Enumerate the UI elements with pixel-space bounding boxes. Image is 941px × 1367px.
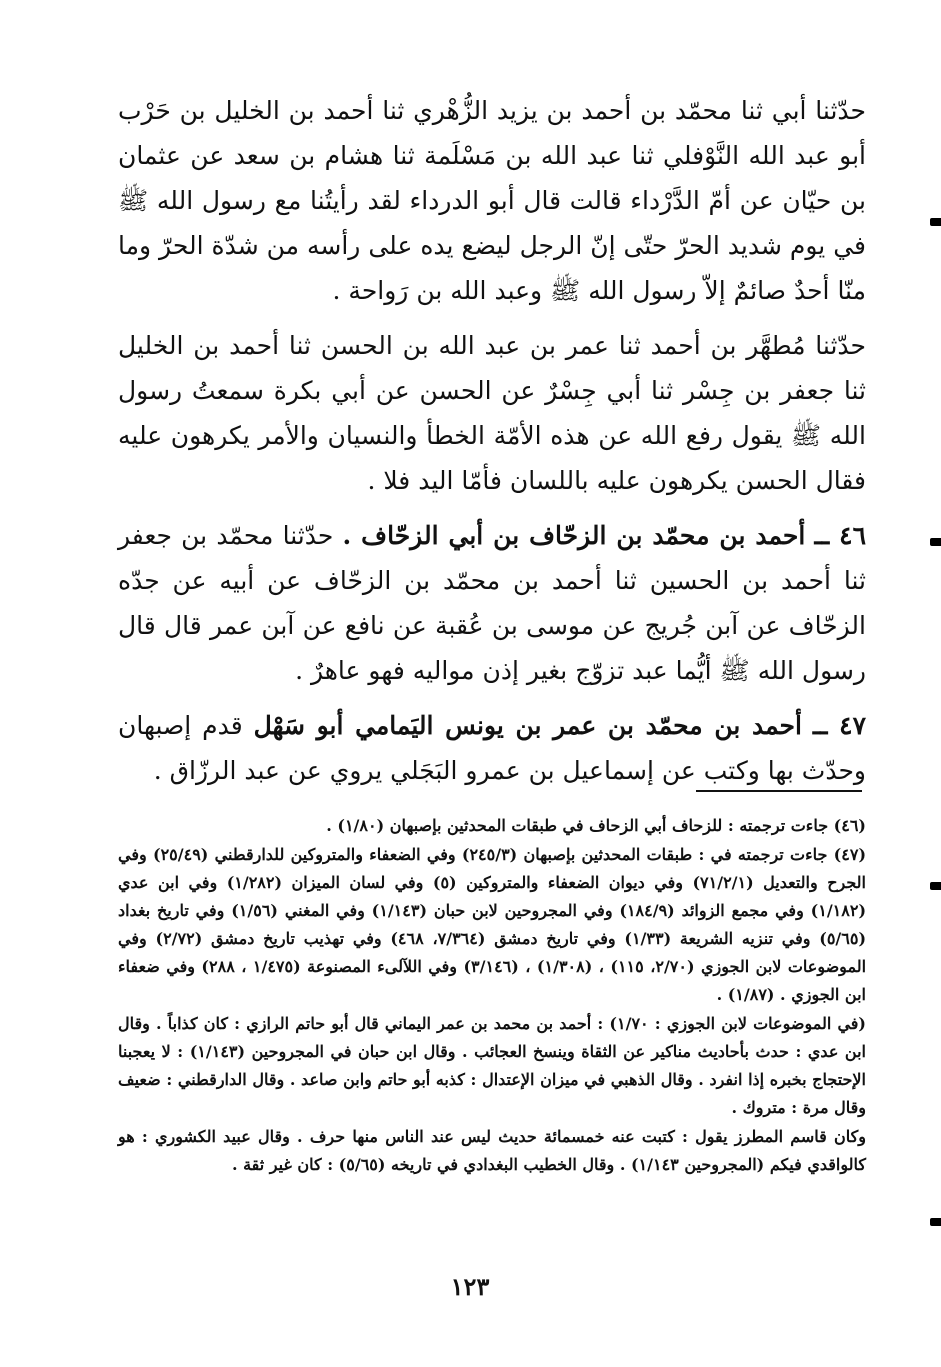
footnote-divider — [696, 790, 862, 792]
entry-name: أحمد بن محمّد بن الزحّاف بن أبي الزحّاف . — [342, 521, 806, 550]
entry-number: ٤٦ ــ — [814, 521, 867, 550]
footnote-46: (٤٦) جاءت ترجمته : للزحاف أبي الزحاف في طبقات المحدثين بإصبهان (١/٨٠) . — [326, 816, 866, 835]
margin-mark — [930, 538, 941, 546]
footnotes — [118, 812, 866, 1180]
margin-mark — [930, 1218, 941, 1226]
page-number: ١٢٣ — [450, 1272, 490, 1301]
entry-47 — [118, 703, 866, 793]
main-text — [118, 88, 866, 803]
entry-text: حدّثنا محمّد بن جعفر ثنا أحمد بن الحسين ثنا أحمد بن محمّد بن الزحّاف عن أبيه عن جدّه الزحّاف عن آبن جُريج عن موسى بن عُقبة عن نافع عن آبن عمر قال قال رسول الله ﷺ أيُّما عبد تزوّج بغير إذن مواليه فهو عاهرٌ . — [118, 521, 866, 685]
paragraph-hadith-1: حدّثنا أبي ثنا محمّد بن أحمد بن يزيد الزُّهْري ثنا أحمد بن الخليل بن حَرْب أبو عبد الله النَّوْفلي ثنا عبد الله بن مَسْلَمة ثنا هشام بن سعد عن عثمان بن حيّان عن أمّ الدَّرْداء قالت قال أبو الدرداء لقد رأيتُنا مع رسول الله ﷺ في يوم شديد الحرّ حتّى إنّ الرجل ليضع يده على رأسه من شدّة الحرّ وما منّا أحدٌ صائمٌ إلاّ رسول الله ﷺ وعبد الله بن رَواحة . — [118, 96, 866, 305]
entry-46 — [118, 513, 866, 693]
footnote-47-quote: (في الموضوعات لابن الجوزي : ١/٧٠) : أحمد بن محمد بن عمر اليماني قال أبو حاتم الرازي : كان كذاباً . وقال ابن عدي : حدث بأحاديث مناكير عن الثقاة وينسخ العجائب . وقال ابن حبان في المجروحين (١/١٤٣) : لا يعجبنا الإحتجاج بخبره إذا انفرد . وقال الذهبي في ميزان الإعتدال : كذبه أبو حاتم وابن صاعد . وقال الدارقطني : ضعيف وقال مرة : متروك . — [118, 1014, 867, 1117]
margin-mark — [930, 218, 941, 226]
entry-name: أحمد بن محمّد بن عمر بن يونس اليَمامي أبو سَهْل — [253, 711, 802, 740]
paragraph-hadith-2: حدّثنا مُطهَّر بن أحمد ثنا عمر بن عبد الله بن الحسن ثنا أحمد بن الخليل ثنا جعفر بن جِسْر ثنا أبي جِسْرٌ عن الحسن عن أبي بكرة سمعتُ رسول الله ﷺ يقول رفع الله عن هذه الأمّة الخطأ والنسيان والأمر يكرهون عليه فقال الحسن يكرهون عليه باللسان فأمّا اليد فلا . — [118, 331, 866, 495]
entry-number: ٤٧ ــ — [812, 711, 867, 740]
margin-mark — [930, 882, 941, 890]
footnote-47-continued: وكان قاسم المطرز يقول : كتبت عنه خمسمائة حديث ليس عند الناس منها حرف . وقال عبيد الكشوري : هو كالواقدي فيكم (المجروحين ١/١٤٣) . وقال الخطيب البغدادي في تاريخه (٥/٦٥) : كان غير ثقة . — [118, 1127, 866, 1174]
footnote-47: (٤٧) جاءت ترجمته في : طبقات المحدثين بإصبهان (٢٤٥/٣) وفي الضعفاء والمتروكين للدارقطني (٢٥/٤٩) وفي الجرح والتعديل (٧١/٢/١) وفي ديوان الضعفاء والمتروكين (٥) وفي لسان الميزان (١/٢٨٢) وفي ابن عدي (١/١٨٢) وفي مجمع الزوائد (١٨٤/٩) وفي المجروحين لابن حبان (١/١٤٣) وفي المغني (١/٥٦) وفي تاريخ بغداد (٥/٦٥) وفي تنزيه الشريعة (١/٣٣) وفي تاريخ دمشق (٧/٣٦٤، ٤٦٨) وفي تهذيب تاريخ دمشق (٢/٧٢) وفي الموضوعات لابن الجوزي (٢/٧٠، ١١٥) ، (١/٣٠٨) ، (٣/١٤٦) وفي اللآلىء المصنوعة (١/٤٧٥ ، ٢٨٨) وفي ضعفاء ابن الجوزي . (١/٨٧) . — [118, 845, 867, 1004]
entry-text: قدم إصبهان وحدّث بها وكتب عن إسماعيل بن عمرو البَجَلي يروي عن عبد الرزّاق . — [118, 711, 866, 785]
